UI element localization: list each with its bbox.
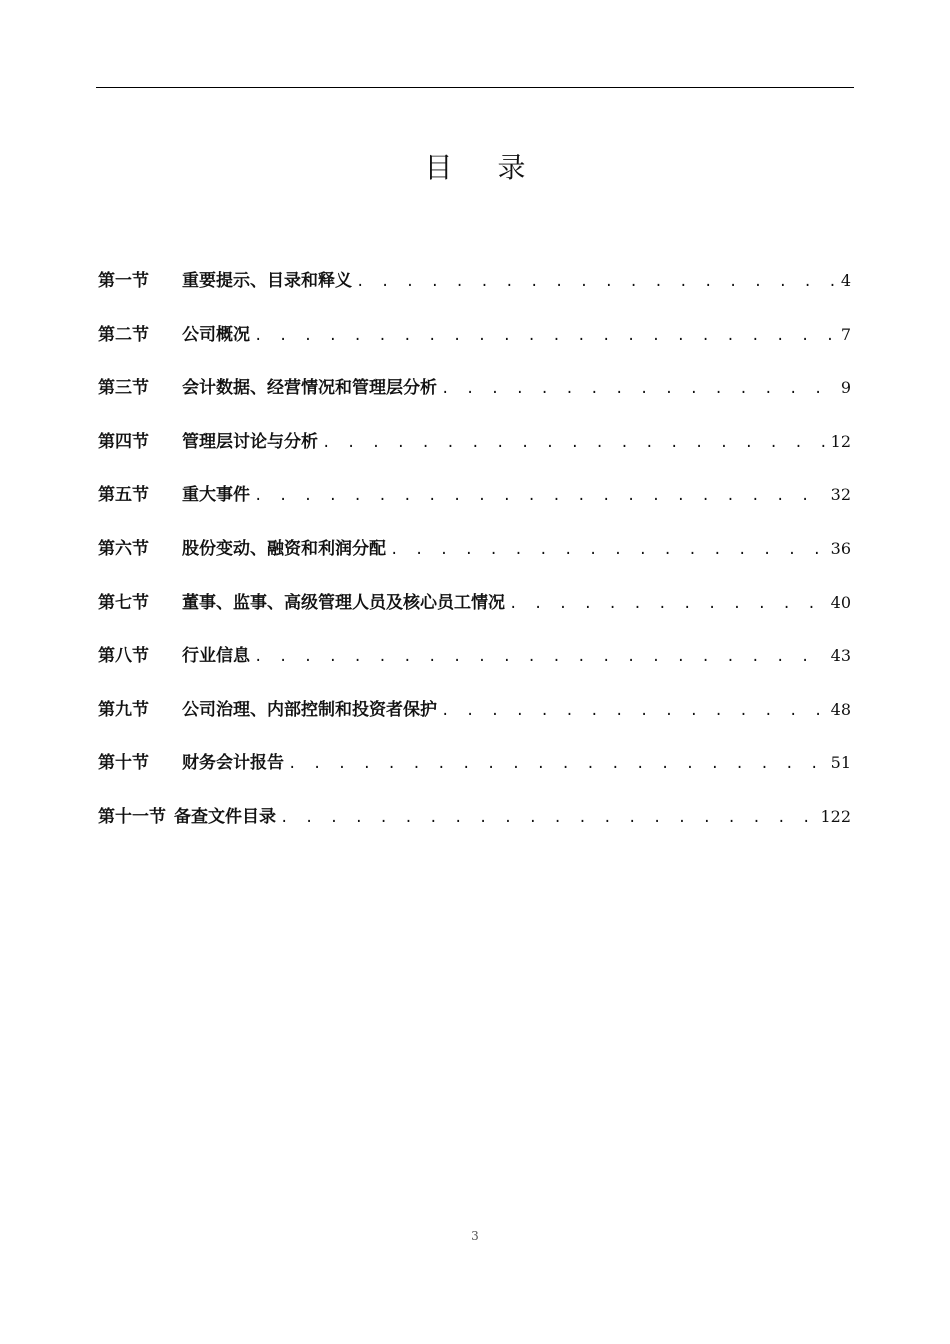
toc-entry[interactable]: [98, 480, 851, 534]
toc-page-number[interactable]: 4: [840, 271, 851, 290]
header-rule: [96, 87, 854, 88]
toc-entry[interactable]: [98, 748, 851, 802]
toc-dot-leader: [288, 756, 827, 772]
toc-page-number[interactable]: 7: [840, 324, 851, 344]
toc-section-number: 第十节: [98, 753, 149, 774]
toc-section-number: 第四节: [98, 431, 149, 452]
toc-dot-leader: [254, 488, 827, 504]
toc-page-number[interactable]: 9: [840, 378, 851, 398]
toc-section-title[interactable]: 管理层讨论与分析: [182, 431, 318, 452]
toc-section-number: 第五节: [98, 485, 149, 506]
toc-page-number[interactable]: 36: [830, 538, 851, 558]
toc-section-title[interactable]: 重大事件: [182, 485, 250, 506]
toc-page-number[interactable]: 51: [830, 753, 851, 773]
toc-section-number: 第一节: [98, 271, 149, 291]
toc-entry[interactable]: [98, 695, 851, 749]
toc-entry[interactable]: [98, 588, 851, 642]
toc-section-title[interactable]: 备查文件目录: [174, 806, 276, 827]
toc-page-number[interactable]: 12: [830, 431, 851, 451]
toc-entry[interactable]: [98, 373, 851, 427]
toc-dot-leader: [390, 542, 827, 558]
toc-dot-leader: [441, 703, 827, 719]
toc-section-number: 第十一节: [98, 806, 166, 827]
toc-entry[interactable]: [98, 641, 851, 695]
table-of-contents: [98, 266, 851, 856]
toc-entry[interactable]: [98, 534, 851, 588]
toc-section-title[interactable]: 财务会计报告: [182, 753, 284, 774]
toc-dot-leader: [254, 328, 837, 344]
toc-entry[interactable]: [98, 802, 851, 856]
toc-section-title[interactable]: 会计数据、经营情况和管理层分析: [182, 378, 437, 399]
toc-section-title[interactable]: 董事、监事、高级管理人员及核心员工情况: [182, 592, 505, 613]
toc-page-number[interactable]: 32: [830, 485, 851, 505]
page-number: 3: [471, 1229, 479, 1243]
toc-section-title[interactable]: 股份变动、融资和利润分配: [182, 538, 386, 559]
toc-section-title[interactable]: 行业信息: [182, 646, 250, 667]
toc-dot-leader: [441, 381, 837, 397]
toc-page-number[interactable]: 122: [820, 806, 851, 826]
toc-dot-leader: [356, 274, 837, 290]
toc-page-number[interactable]: 40: [830, 592, 851, 612]
toc-dot-leader: [254, 649, 827, 665]
toc-page-number[interactable]: 43: [830, 646, 851, 666]
toc-section-number: 第六节: [98, 538, 149, 559]
toc-entry[interactable]: [98, 427, 851, 481]
toc-page-number[interactable]: 48: [830, 699, 851, 719]
toc-entry[interactable]: [98, 266, 851, 320]
toc-section-title[interactable]: 公司治理、内部控制和投资者保护: [182, 699, 437, 720]
toc-dot-leader: [280, 810, 816, 826]
toc-dot-leader: [509, 596, 827, 612]
toc-section-number: 第七节: [98, 592, 149, 613]
toc-dot-leader: [322, 435, 827, 451]
toc-section-number: 第八节: [98, 646, 149, 667]
toc-entry[interactable]: [98, 320, 851, 374]
toc-section-number: 第三节: [98, 378, 149, 399]
page-title: 目 录: [424, 151, 544, 184]
toc-section-number: 第九节: [98, 699, 149, 720]
toc-section-title[interactable]: 重要提示、目录和释义: [182, 271, 352, 291]
toc-section-number: 第二节: [98, 324, 149, 345]
toc-section-title[interactable]: 公司概况: [182, 324, 250, 345]
